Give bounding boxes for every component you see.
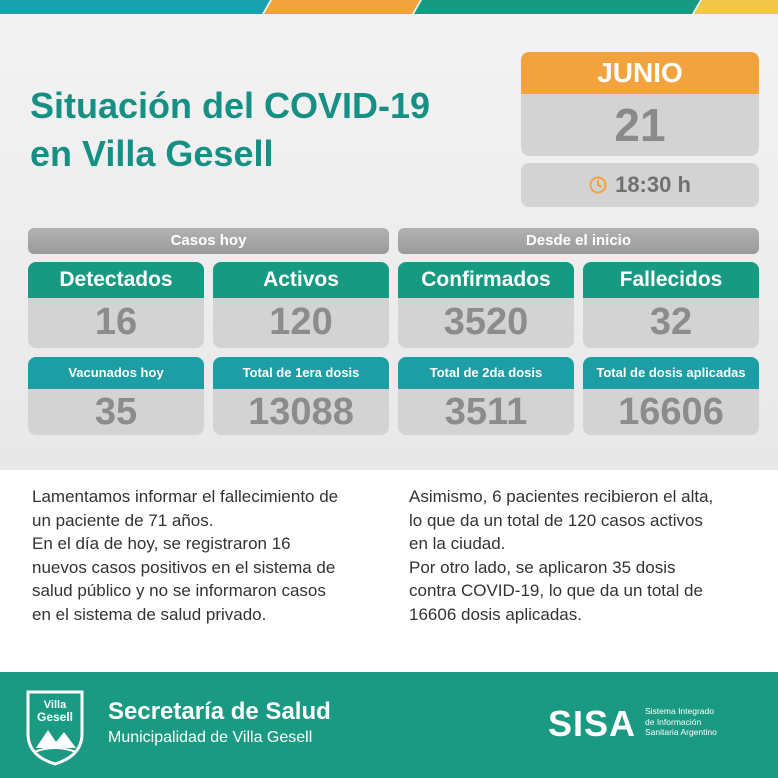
time-badge	[521, 163, 759, 207]
text-line: Lamentamos informar el fallecimiento de	[32, 487, 339, 506]
stat-value: 3511	[398, 389, 574, 435]
stat-value: 3520	[398, 298, 574, 348]
stat-card-segunda-dosis	[398, 357, 574, 435]
stat-label: Fallecidos	[583, 262, 759, 298]
stat-value: 32	[583, 298, 759, 348]
stat-card-confirmados	[398, 262, 574, 348]
stat-value: 16	[28, 298, 204, 348]
day-number: 21	[521, 94, 759, 156]
stat-card-fallecidos	[583, 262, 759, 348]
text-line: contra COVID-19, lo que da un total de	[409, 581, 703, 600]
stat-card-vacunados-hoy	[28, 357, 204, 435]
title-line-1: Situación del COVID-19	[30, 85, 431, 126]
time-text: 18:30 h	[615, 172, 691, 197]
decorative-stripes	[0, 0, 778, 14]
text-line: 16606 dosis aplicadas.	[409, 604, 582, 624]
sisa-desc-line: Sistema Integrado	[645, 706, 714, 716]
text-line: Asimismo, 6 pacientes recibieron el alta,	[409, 487, 714, 506]
text-line: en la ciudad.	[409, 534, 506, 553]
org-name: Secretaría de Salud	[108, 698, 331, 725]
stat-value: 13088	[213, 389, 389, 435]
section-since-start: Desde el inicio	[398, 228, 759, 254]
month-label: JUNIO	[521, 52, 759, 94]
stat-label: Total de 1era dosis	[213, 357, 389, 389]
sisa-description	[645, 706, 717, 738]
text-line: En el día de hoy, se registraron 16	[32, 534, 291, 553]
logo-text-1: Villa	[43, 699, 67, 711]
title-line-2: en Villa Gesell	[30, 133, 274, 174]
clock-icon	[589, 176, 607, 194]
footer	[0, 672, 778, 778]
stat-value: 16606	[583, 389, 759, 435]
stat-label: Total de 2da dosis	[398, 357, 574, 389]
stat-card-dosis-aplicadas	[583, 357, 759, 435]
stat-value: 35	[28, 389, 204, 435]
sisa-desc-line: de Información	[645, 716, 702, 727]
report-text-right	[409, 485, 769, 626]
report-text-left	[32, 485, 392, 626]
stat-value: 120	[213, 298, 389, 348]
page-title	[30, 82, 500, 178]
stat-label: Total de dosis aplicadas	[583, 357, 759, 389]
stat-label: Confirmados	[398, 262, 574, 298]
stat-card-detectados	[28, 262, 204, 348]
stat-card-primera-dosis	[213, 357, 389, 435]
stat-label: Vacunados hoy	[28, 357, 204, 389]
section-today: Casos hoy	[28, 228, 389, 254]
sisa-logo: SISA	[548, 703, 637, 744]
text-line: salud público y no se informaron casos	[32, 581, 326, 600]
text-line: lo que da un total de 120 casos activos	[409, 510, 703, 530]
text-line: un paciente de 71 años.	[32, 510, 214, 530]
sisa-desc-line: Sanitaria Argentino	[645, 727, 717, 737]
text-line: nuevos casos positivos en el sistema de	[32, 557, 336, 577]
stat-label: Activos	[213, 262, 389, 298]
stat-label: Detectados	[28, 262, 204, 298]
stat-card-activos	[213, 262, 389, 348]
villa-gesell-logo	[22, 686, 88, 766]
org-subtitle: Municipalidad de Villa Gesell	[108, 729, 313, 746]
logo-text-2: Gesell	[36, 710, 74, 724]
text-line: en el sistema de salud privado.	[32, 604, 267, 624]
text-line: Por otro lado, se aplicaron 35 dosis	[409, 557, 676, 577]
